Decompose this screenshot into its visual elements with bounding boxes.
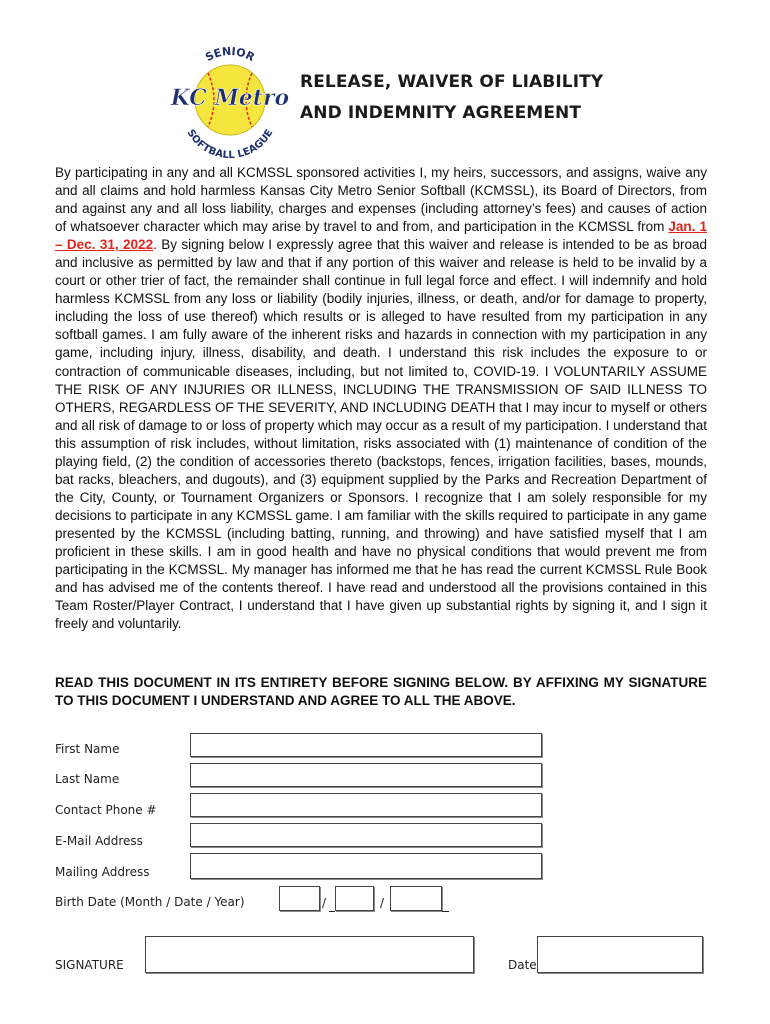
contact-phone-field[interactable] xyxy=(190,793,542,817)
birth-date-separator: / xyxy=(322,896,327,910)
last-name-label: Last Name xyxy=(55,772,120,786)
birth-year-field[interactable] xyxy=(390,886,442,911)
signature-notice: READ THIS DOCUMENT IN ITS ENTIRETY BEFORE SIGNING BELOW. BY AFFIXING MY SIGNATURE TO THIS DOCUMENT I UNDERSTAND AND AGREE TO ALL THE ABOVE. xyxy=(55,675,707,708)
logo-main-text: KC Metro xyxy=(170,85,290,111)
birth-date-underline xyxy=(329,911,335,912)
email-label: E-Mail Address xyxy=(55,834,143,848)
mailing-address-field[interactable] xyxy=(190,853,542,879)
document-title-line1: RELEASE, WAIVER OF LIABILITY xyxy=(300,72,604,92)
birth-day-field[interactable] xyxy=(335,886,374,911)
season-date-range: Jan. 1 – Dec. 31, 2022 xyxy=(55,219,707,253)
body-text-before: By participating in any and all KCMSSL sponsored activities I, my heirs, successors, and assigns, waive any and all claims and hold harmless Kansas City Metro Senior Softball (KCMSSL), its Board of Directors, from and against any and all loss liability, charges and expenses (including attorney’s fees) and causes of action of whatsoever character which may arise by travel to and from, and participation in the KCMSSL from xyxy=(55,165,707,235)
birth-date-underline xyxy=(442,911,449,912)
signature-field[interactable] xyxy=(145,936,474,973)
logo-bottom-text: SOFTBALL LEAGUE xyxy=(184,127,276,160)
logo-top-text: SENIOR xyxy=(203,44,257,65)
mailing-address-label: Mailing Address xyxy=(55,865,150,879)
date-label: Date xyxy=(508,958,537,972)
email-field[interactable] xyxy=(190,823,542,847)
birth-date-separator: / xyxy=(380,896,385,910)
first-name-label: First Name xyxy=(55,742,120,756)
body-text-after: . By signing below I expressly agree that this waiver and release is intended to be as broad and inclusive as permitted by law and that if any portion of this waiver and release is held to be invalid by a court or other trier of fact, the remainder shall continue in full legal force and effect. I will indemnify and hold harmless KCMSSL from any loss or liability (bodily injuries, illness, or death, and/or for damage to property, including the loss of use thereof) which results or is alleged to have resulted from my participation in any softball games. I am fully aware of the inherent risks and hazards in connection with my participation in any game, including injury, illness, disability, and death. I understand this risk includes the exposure to or contraction of communicable diseases, including, but not limited to, COVID-19. I VOLUNTARILY ASSUME THE RISK OF ANY INJURIES OR ILLNESS, INCLUDING THE TRANSMISSION OF SAID ILLNESS TO OTHERS, REGARDLESS OF THE SEVERITY, AND INCLUDING DEATH that I may incur to myself or others and all risk of damage to or loss of property which may occur as a result of my participation. I understand that this assumption of risk includes, without limitation, risks associated with (1) maintenance of condition of the playing field, (2) the condition of accessories thereto (backstops, fences, irrigation facilities, bases, mounds, bat racks, bleachers, and dugouts), and (3) equipment supplied by the Parks and Recreation Department of the City, County, or Tournament Organizers or Sponsors. I recognize that I am solely responsible for my decisions to participate in any KCMSSL game. I am familiar with the skills required to participate in any game presented by the KCMSSL (including batting, running, and throwing) and have satisfied myself that I am proficient in these skills. I am in good health and have no physical conditions that would prevent me from participating in the KCMSSL. My manager has informed me that he has read the current KCMSSL Rule Book and has advised me of the contents thereof. I have read and understood all the provisions contained in this Team Roster/Player Contract, I understand that I have given up substantial rights by signing it, and I sign it freely and voluntarily. xyxy=(55,237,707,632)
kcmssl-logo xyxy=(160,40,300,160)
birth-date-label: Birth Date (Month / Date / Year) xyxy=(55,895,245,909)
birth-month-field[interactable] xyxy=(279,886,320,911)
contact-phone-label: Contact Phone # xyxy=(55,803,157,817)
waiver-body-text xyxy=(55,164,707,633)
document-title-line2: AND INDEMNITY AGREEMENT xyxy=(300,103,582,123)
signature-label: SIGNATURE xyxy=(55,958,124,972)
first-name-field[interactable] xyxy=(190,733,542,757)
last-name-field[interactable] xyxy=(190,763,542,787)
signature-date-field[interactable] xyxy=(537,936,703,973)
